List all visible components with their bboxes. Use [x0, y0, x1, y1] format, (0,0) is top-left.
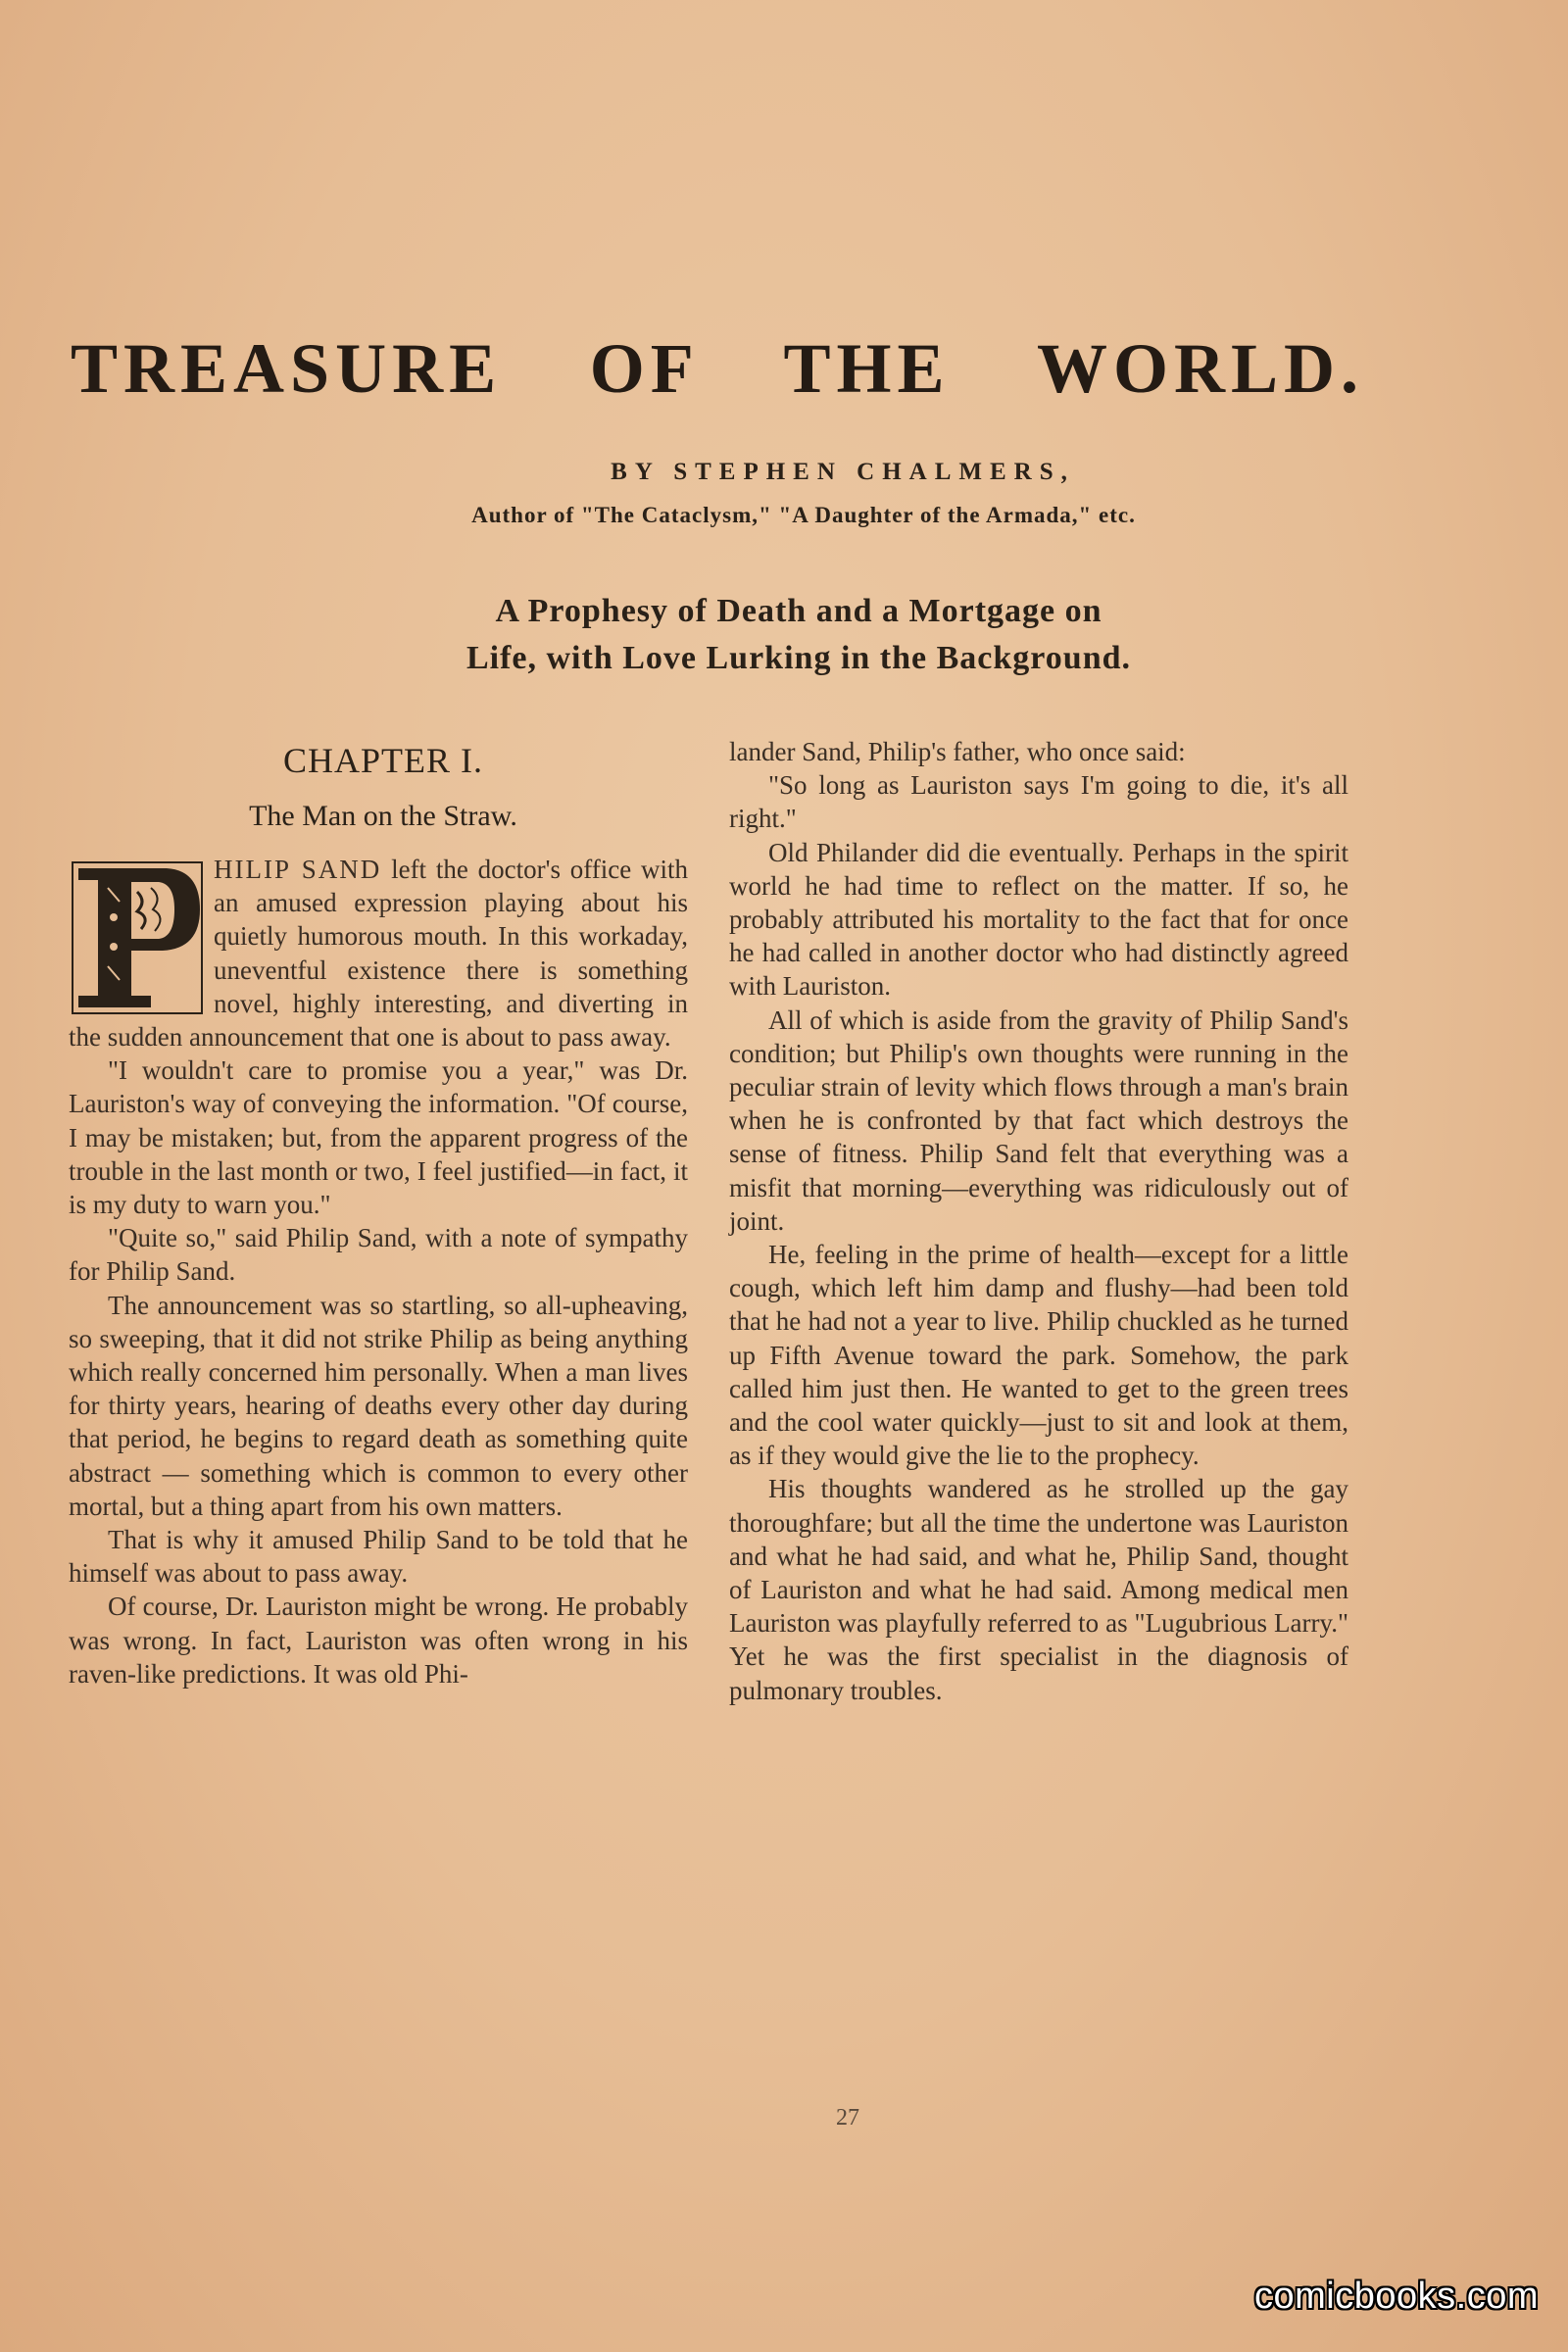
paragraph: All of which is aside from the gravity of Philip Sand's condition; but Philip's own thoughts were running in the peculiar strain of levity which flows through a man's brain when he is confronted by that fact which destroys the sense of fitness. Philip Sand felt that everything was a misfit that morning—everything was ridiculously out of joint.	[729, 1004, 1348, 1236]
page-title: TREASURE OF THE WORLD.	[71, 329, 1364, 408]
paragraph: He, feeling in the prime of health—except for a little cough, which left him damp and flushy—had been told that he had not a year to live. Philip chuckled as he turned up Fifth Avenue toward the park. Somehow, the park called him just then. He wanted to get to the green trees and the cool water quickly—just to sit and look at them, as if they would give the lie to the prophecy.	[729, 1240, 1348, 1471]
subtitle-line-1: A Prophesy of Death and a Mortgage on	[495, 593, 1102, 629]
author-note: Author of "The Cataclysm," "A Daughter of the Armada," etc.	[471, 503, 1136, 527]
paragraph: Of course, Dr. Lauriston might be wrong. He probably was wrong. In fact, Lauriston was often wrong in his raven-like predictions. It was old Phi-	[69, 1592, 688, 1689]
paragraph: "So long as Lauriston says I'm going to die, it's all right."	[729, 770, 1348, 834]
subtitle-line-2: Life, with Love Lurking in the Background.	[466, 640, 1132, 676]
section-heading: The Man on the Straw.	[249, 800, 517, 832]
paragraph: lander Sand, Philip's father, who once said:	[729, 737, 1186, 766]
byline: BY STEPHEN CHALMERS,	[611, 459, 1075, 485]
right-column	[729, 735, 1348, 1707]
opening-text: left the doctor's office with an amused expression playing about his quietly humorous mouth. In this workaday, uneventful existence there is something novel, highly interesting, and diverting in the sudden announcement that one is about to pass away.	[69, 855, 689, 1053]
dropcap-p-icon	[69, 858, 206, 1017]
paragraph: That is why it amused Philip Sand to be told that he himself was about to pass away.	[69, 1525, 688, 1589]
paragraph: The announcement was so startling, so all-upheaving, so sweeping, that it did not strike Philip as being anything which really concerned him personally. When a man lives for thirty years, hearing of deaths every other day during that period, he begins to regard death as something quite abstract — something which is common to every other mortal, but a thing apart from his own matters.	[69, 1290, 688, 1521]
paragraph: His thoughts wandered as he strolled up the gay thoroughfare; but all the time the undertone was Lauriston and what he had said, and what he, Philip Sand, thought of Lauriston and what he had said. Among medical men Lauriston was playfully referred to as "Lugubrious Larry." Yet he was the first specialist in the diagnosis of pulmonary troubles.	[729, 1474, 1348, 1705]
paragraph: "I wouldn't care to promise you a year," was Dr. Lauriston's way of conveying the information. "Of course, I may be mistaken; but, from the apparent progress of the trouble in the last month or two, I feel justified—in fact, it is my duty to warn you."	[69, 1055, 688, 1220]
paragraph: Old Philander did die eventually. Perhaps in the spirit world he had time to reflect on the matter. If so, he probably attributed his mortality to the fact that for once he had called in another doctor who had distinctly agreed with Lauriston.	[729, 837, 1348, 1002]
watermark: comicbooks.com	[1254, 2276, 1539, 2317]
page-number: 27	[836, 2105, 859, 2131]
chapter-heading: CHAPTER I.	[282, 741, 483, 780]
paragraph: "Quite so," said Philip Sand, with a note of sympathy for Philip Sand.	[69, 1223, 688, 1287]
opening-small-caps: HILIP SAND	[214, 855, 382, 884]
left-column	[69, 735, 688, 1690]
story-subtitle	[0, 588, 1568, 682]
